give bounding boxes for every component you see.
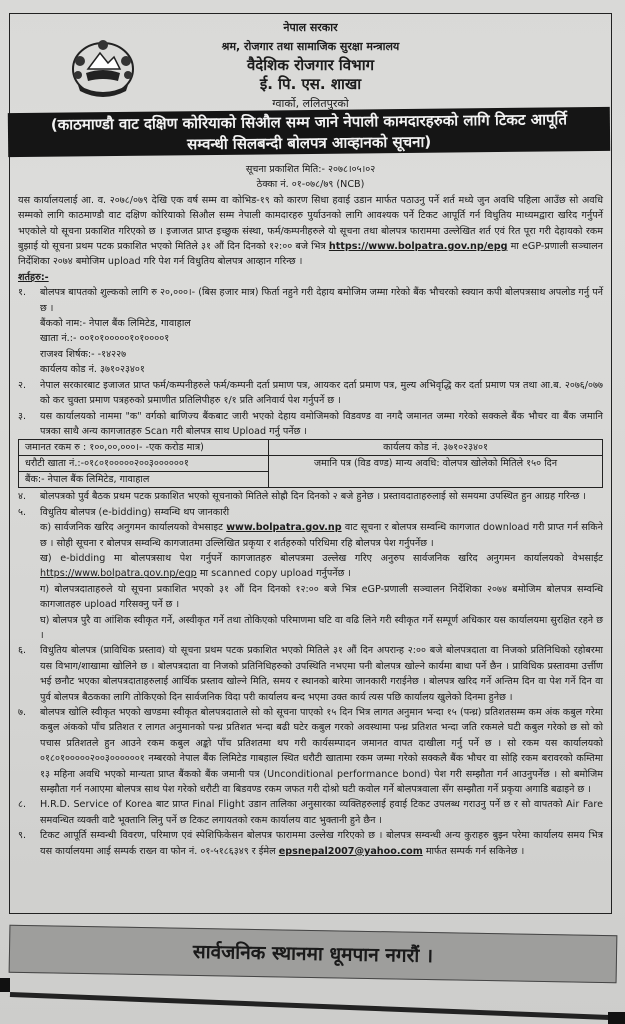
sub-text: मा scanned copy upload गर्नुपर्नेछ । — [199, 568, 352, 580]
term-number: ८. — [18, 799, 27, 811]
sub-text: ख) e-bidding मा बोलपत्रसाथ पेश गर्नुपर्ने कागजातहरु बोलपत्रमा उल्लेख गरिए अनुरुप सार्वजनिक खरिद अनुगमन कार्यालयको वेभसाईट — [40, 552, 603, 564]
notice-title-bar — [8, 107, 610, 157]
deposit-account-number: धरौटी खाता नं.:-०१८०१०००००२००३००००००१ — [19, 456, 269, 472]
guarantee-table — [18, 439, 603, 488]
term-text: नेपाल सरकारबाट इजाजत प्राप्त फर्म/कम्पनीहरुले फर्म/कम्पनी दर्ता प्रमाण पत्र, आयकर दर्ता प्रमाण पत्र, मुल्य अभिवृद्धि कर दर्ता प्रमाण पत्र तथा आ.ब. २०७६/०७७ को कर चुक्ता प्रमाण पत्रहरुको प्रमाणीत प्रतिलिपीहरु १/१ प्रति अनिवार्य पेश गर्नुपर्ने छ । — [40, 379, 603, 407]
term-5-ga — [18, 582, 603, 613]
term-text: विधुतिय बोलपत्र (प्राविधिक प्रस्ताव) यो सूचना प्रथम पटक प्रकाशित भएको मितिले ३१ औं दिन अपरान्ह २:०० बजे बोलपत्रदाता वा निजको प्रतिनिधिको रहोबरमा यस विभाग/शाखामा खोलिने छ । बोलपत्रदाता वा निजको प्रतिनिधिहरुको उपस्थिति नभएमा पनी बोलपत्र खोल्ने कार्यमा बाधा पर्ने छैन । प्राविधिक प्रस्तावमा उर्त्तीण भई छनौट भएका बोलपत्रदाताहरुलाई आर्थिक प्रस्ताव खोल्ने मिति, समय र स्थानको बारेमा जानकारी गराईनेछ । बोलपत्र खरिद गर्ने अन्तिम दिन वा पेश गर्ने दिन वा पुर्व बोलपत्र बैठकका लागि तोकिएको दिन सार्वजनिक विदा परी कार्यालय बन्द भएमा उक्त कार्य त्यस पछि कार्यालय खुलेको दिनमा हुनेछ । — [40, 645, 603, 703]
sub-text: वाट सूचना र बोलपत्र सम्वन्धि कागजात download गरी प्राप्त गर्न सकिने छ । सोही सूचना र बोलपत्र सम्वन्धि कागजातमा उल्लिखित प्रकृया र शर्तहरुको परिधिमा रहि बोलपत्र पेश गर्नुपर्नेछ । — [40, 522, 603, 549]
term-1 — [18, 285, 603, 316]
intro-paragraph — [18, 193, 603, 270]
bid-bond-validity: जमानि पत्र (विड वण्ड) मान्य अवधि: वोलपत्र खोलेको मितिले १५० दिन — [269, 456, 603, 488]
notice-body — [18, 162, 603, 859]
table-row — [19, 440, 603, 456]
term-8 — [18, 797, 603, 828]
sub-text: क) सार्वजनिक खरिद अनुगमन कार्यालयको वेभसाइट — [40, 522, 223, 534]
term-text: बोलपत्र बापतको शुल्कको लागि रु २०,०००।- (बिस हजार मात्र) फिर्ता नहुने गरी देहाय बमोजिम जम्मा गरेको बैंक भौचरको स्क्यान कपी बोलपत्रसाथ अपलोड गर्नु पर्ने छ । — [40, 287, 603, 314]
account-number: खाता नं.:- ००१०१०००००१०१००००१ — [40, 333, 170, 345]
term-3 — [18, 409, 603, 440]
branch-name: ई. पि. एस. शाखा — [259, 75, 362, 93]
bank-name: बैंकको नाम:- नेपाल बैंक लिमिटेड, गावाहाल — [40, 318, 191, 330]
sub-text: घ) बोलपत्र पुरै वा आंशिक स्वीकृत गर्ने, अस्वीकृत गर्ने तथा तोकिएको परिमाणमा घटि वा वढि लिने गरी स्वीकृत गर्ने सम्पूर्ण अधिकार यस कार्यालयमा सुरक्षित रहने छ । — [40, 614, 603, 641]
intro-text-a: यस कार्यालयलाई आ. व. २०७८/०७९ देखि एक वर्ष सम्म वा कोभिड-१९ को कारण सिधा हवाई उडान मार्फत पठाउनु पर्ने शर्त मध्ये जुन अवधि पहिला आउँछ सो अवधि सम्मको लागि काठमाण्डौ वाट दक्षिण कोरियाको सिऔल सम्म नेपाली कामदारहरु पुर्याउनको लागि आवश्यक पर्ने टिकट आपूर्ति गर्न विधुतिय माध्यमद्वारा खरिद गर्नुपर्ने भएकोले यो सूचना प्रकाशित गरिएको छ । इजाजत प्राप्त इच्छुक संस्था, फर्म/कम्पनीहरुले यो सूचना तथा बोलपत्र फाराममा उल्लेखित शर्त एवं रित पूरा गरी देहायको रकम बुझाई यो सूचना प्रथम पटक प्रकाशित भएको मितिले ३१ औं दिन दिनको १२:०० बजे भित्र — [18, 194, 603, 253]
table-bank-name: बैंक:- नेपाल बैंक लिमिटेड, गावाहाल — [19, 472, 269, 488]
ministry-name: श्रम, रोजगार तथा सामाजिक सुरक्षा मन्त्रालय — [221, 40, 400, 53]
term-text: मार्फत सम्पर्क गर्न सकिनेछ । — [425, 845, 525, 857]
term-4 — [18, 489, 603, 504]
no-smoking-slogan-bar — [9, 925, 618, 984]
contact-email-link[interactable]: epsnepal2007@yahoo.com — [278, 845, 423, 857]
term-number: १. — [18, 287, 27, 299]
terms-heading: शर्तहरु:- — [18, 271, 49, 283]
guarantee-amount: जमानत रकम रु : १००,००,०००।- -एक करोड मात्र) — [19, 440, 269, 456]
term-2 — [18, 378, 603, 409]
term-5-gha — [18, 613, 603, 644]
term-text: यस कार्यालयको नाममा "क" वर्गको बाणिज्य बैंकबाट जारी भएको देहाय वमोजिमको विडवण्ड वा नगदै जमानत जम्मा गरेको सक्कले बैंक भौचर वा बैंक जमानि पत्रका साथै अन्य कागजातहरु Scan गरी बोलपत्र साथ Upload गर्नु पर्नेछ । — [40, 410, 603, 437]
no-smoking-slogan: सार्वजनिक स्थानमा धूमपान नगरौं । — [192, 940, 434, 968]
sub-text: ग) बोलपत्रदाताहरुले यो सूचना प्रकाशित भएको ३१ औं दिन दिनको १२:०० बजे भित्र eGP-प्रणाली सञ्चालन निर्देशिका २०७४ बमोजिम बोलपत्र सम्वन्धि कागजातहरु upload गरिसक्नु पर्ने छ । — [40, 583, 603, 611]
term-number: ४. — [18, 491, 27, 503]
notice-title-line-2: सम्वन्धी सिलबन्दी बोलपत्र आव्हानको सूचना) — [186, 132, 432, 154]
office-location: ग्वार्को, ललितपुरको — [272, 97, 349, 110]
revenue-head: राजश्व शिर्षक:- -१४२२७ — [40, 348, 127, 360]
term-number: ५. — [18, 506, 27, 518]
term-5 — [18, 505, 603, 520]
page-edge-marker — [0, 978, 10, 992]
term-text: बोलपत्रको पुर्व बैठक प्रथम पटक प्रकाशित भएको सूचनाको मितिले सोह्रौ दिन दिनको २ बजे हुनेछ । प्रस्तावदाताहरुलाई सो समयमा उपस्थित हुन आग्रह गरिन्छ । — [40, 491, 587, 503]
notice-header — [10, 14, 611, 122]
page-edge-marker — [608, 1012, 625, 1024]
term-7 — [18, 705, 603, 797]
term-9 — [18, 828, 603, 859]
bolpatra-url-link[interactable]: www.bolpatra.gov.np — [226, 522, 342, 534]
term-6 — [18, 643, 603, 705]
department-name: वैदेशिक रोजगार विभाग — [246, 56, 375, 74]
term-5-ka — [18, 520, 603, 551]
egp-url-link[interactable]: https://www.bolpatra.gov.np/epg — [328, 241, 508, 253]
table-row — [19, 456, 603, 472]
term-number: ७. — [18, 707, 27, 718]
government-name: नेपाल सरकार — [283, 21, 338, 34]
term-number: ६. — [18, 645, 27, 657]
term-text: टिकट आपूर्ति सम्वन्धी विवरण, परिमाण एवं स्पेशिफिकेसन बोलपत्र फाराममा उल्लेख गरिएको छ । बोलपत्र सम्वन्धी अन्य कुराहरु बुझ्न परेमा कार्यालय समय भित्र यस कार्यालयमा आई सम्पर्क राख्न वा फोन नं. ०१-५१८६३४९ र ईमेल — [40, 830, 603, 857]
intro-text-b: मा eGP-प्रणाली सञ्चालन निर्देशिका २०७४ बमोजिम upload गरि पेश गर्न विधुतिय बोलपत्र आव्हान गरिन्छ । — [18, 241, 603, 268]
tender-notice — [9, 13, 612, 914]
term-number: २. — [18, 379, 27, 391]
contract-number: ठेक्का नं. ०१-०७८/७९ (NCB) — [256, 179, 365, 191]
notice-title-line-1: (काठमाण्डौ वाट दक्षिण कोरियाको सिऔल सम्म जाने नेपाली कामदारहरुको लागि टिकट आपूर्ति — [50, 110, 568, 134]
published-date: सूचना प्रकाशित मिति:- २०७८।०५।०२ — [245, 164, 376, 175]
term-text: H.R.D. Service of Korea बाट प्राप्त Final Flight उडान तालिका अनुसारका व्यक्तिहरुलाई हवाई टिकट उपलब्ध गराउनु पर्ने छ र सो वापतको Air Fare समवन्धित व्यक्ती वाटै भूक्तानि लिनु पर्ने छ टिकट लगायतको रकम कार्यालय वाट भुक्तानी हुने छैन । — [40, 799, 603, 826]
term-number: ३. — [18, 410, 27, 422]
office-code: कार्यलय कोड नं. ३७१०२३४०१ — [40, 364, 145, 376]
term-heading: विधुतिय बोलपत्र (e-bidding) सम्वन्धि थप जानकारी — [40, 506, 230, 518]
term-text: बोलपत्र खोलि स्वीकृत भएको खण्डमा स्वीकृत बोलपत्रदाताले सो को सूचना पाएको १५ दिन भित्र लागत अनुमान भन्दा १५ (पन्ध्र) प्रतिशतसम्म कम अंक कबुल गरेमा कबुल अंकको पाँच प्रतिशत र लागत अनुमानको पन्ध्र प्रतिशत भन्दा बढी घटेर कबुल गरको अवस्थामा पन्ध्र प्रतिशत भन्दा जति रकमले घटी कबुल गरेको छ सो को पचास प्रतिशतले हुन आउने रकम कबुल अङ्को पाँच प्रतिशतमा थप गरी कार्यसम्पादन जमानत वापत दाखीला गर्नु पर्ने छ । सो रकम यस कार्यालयको ०१८०१०००००२००३००००००१ नम्बरको नेपाल बैंक लिमिटेड गाबहाल स्थित धरौटी खातामा रकम जम्मा गरेको सक्कलै बैंक भौचर वा सोहि रकम बरावरको कम्तिमा १३ महिना अवधि भएको मान्यता प्राप्त बैंकको बैंक जमानी पत्र (Unconditional performance bond) पेश गरी सम्झौता गर्न आउनुपर्नेछ । सो बमोजिम सम्झौता गर्न नआएमा बोलपत्र साथ पेश गरेको धरौटी वा बिडवण्ड रकम जफत गरी दोश्रो घटी कवोल गर्ने बोलपत्रवाला सँग सम्झौता गर्ने प्रकृया अगाडि बढाइने छ । — [40, 707, 603, 796]
egp-url-link[interactable]: https://www.bolpatra.gov.np/egp — [40, 568, 197, 580]
page-divider-rule — [10, 992, 620, 1020]
term-5-kha — [18, 551, 603, 582]
term-number: ९. — [18, 830, 27, 842]
table-office-code: कार्यलय कोड नं. ३७१०२३४०१ — [269, 440, 603, 456]
